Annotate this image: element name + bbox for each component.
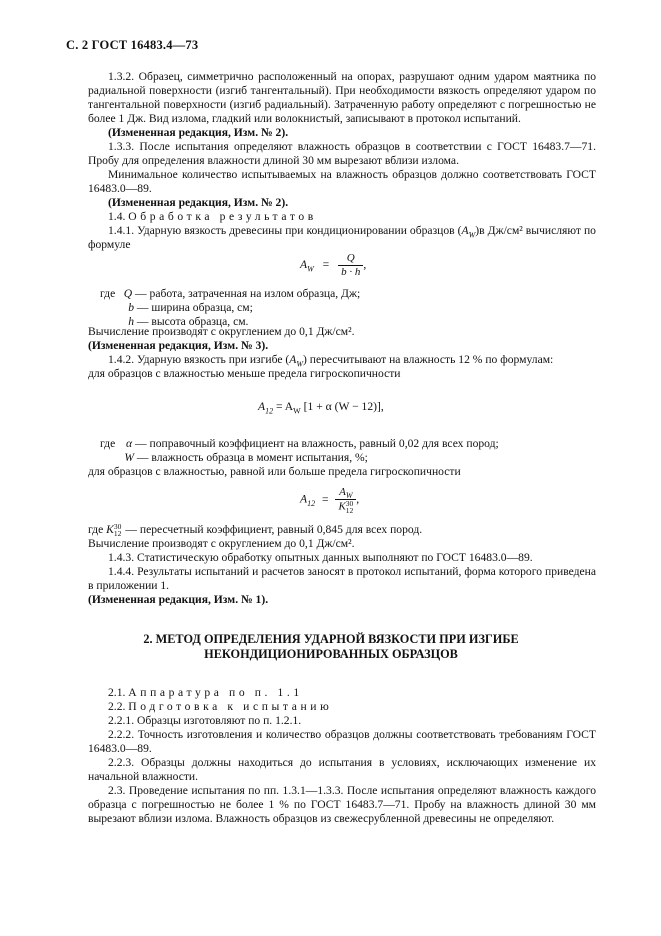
clause-2-2-2: 2.2.2. Точность изготовления и количество образцов должны соответствовать требованиям ГОСТ 16483.0—89. <box>88 728 596 755</box>
amendment-note: (Измененная редакция, Изм. № 1). <box>88 593 269 606</box>
clause-text: 1.4.1. Ударную вязкость древесины при кондиционировании образцов ( <box>108 224 462 237</box>
amendment-note: (Измененная редакция, Изм. № 3). <box>88 339 269 352</box>
where-lead: где <box>100 437 116 450</box>
where-symbol: b <box>128 301 134 314</box>
rounding-note: Вычисление производят с округлением до 0,1 Дж/см². <box>88 325 355 338</box>
condition-above: для образцов с влажностью, равной или больше предела гигроскопичности <box>88 465 461 478</box>
formula-lhs-subscript: W <box>307 264 314 274</box>
where-lead: где <box>88 523 104 536</box>
clause-1-3-3: 1.3.3. После испытания определяют влажность образцов в соответствии с ГОСТ 16483.7—71. Пробу для определения влажности длиной 30 мм вырезают вблизи излома. <box>88 140 596 167</box>
formula-mid: = A <box>273 400 294 413</box>
clause-number: 2.1. <box>108 686 126 699</box>
where-q <box>100 287 360 301</box>
fraction-denominator: b · h <box>341 266 361 278</box>
formula-lhs-subscript: 12 <box>307 498 316 508</box>
formula-lhs-subscript: 12 <box>265 406 274 416</box>
formula-equals: = <box>322 492 329 506</box>
where-lead: где <box>100 287 116 300</box>
clause-title: Аппаратура по п. 1.1 <box>128 686 303 699</box>
where-definition: — ширина образца, см; <box>136 301 253 314</box>
where-symbol: α <box>126 437 133 450</box>
clause-title: Подготовка к испытанию <box>128 700 333 713</box>
where-symbol: K <box>106 523 114 536</box>
where-definition: — поправочный коэффициент на влажность, равный 0,02 для всех пород; <box>135 437 499 450</box>
section-2-heading-line-2: НЕКОНДИЦИОНИРОВАННЫХ ОБРАЗЦОВ <box>204 647 458 661</box>
formula-rest: [1 + α (W − 12)], <box>300 400 384 413</box>
where-b <box>120 301 253 315</box>
fraction-numerator: Q <box>338 252 363 266</box>
where-alpha <box>100 437 499 451</box>
where-symbol: h <box>128 315 134 328</box>
formula-mid-subscript: W <box>293 406 301 416</box>
where-symbol: W <box>124 451 134 464</box>
clause-text: 1.4.2. Ударную вязкость при изгибе ( <box>108 353 290 366</box>
clause-1-4-2: 1.4.2. Ударную вязкость при изгибе $(A_W)$ пересчитывают на влажность 12 % по формулам: <box>108 353 554 369</box>
formula-tail: , <box>363 258 367 272</box>
formula-a12-above: $A_{12}$ = $A_W$ K30 12 , <box>300 486 360 515</box>
where-k: где K30 12 — пересчетный коэффициент, равный 0,845 для всех пород. <box>88 522 423 539</box>
clause-1-4-3: 1.4.3. Статистическую обработку опытных данных выполняют по ГОСТ 16483.0—89. <box>108 551 533 564</box>
where-definition: — высота образца, см. <box>136 315 249 328</box>
rounding-note: Вычисление производят с округлением до 0,1 Дж/см². <box>88 537 355 550</box>
formula-a12-below: $A_{12} = A_W$ [1 + α (W − 12)], <box>258 400 384 416</box>
formula-body <box>273 400 384 416</box>
formula-lhs: A <box>300 258 308 272</box>
page-header: С. 2 ГОСТ 16483.4—73 <box>66 38 199 52</box>
clause-text: ) пересчитывают на влажность 12 % по формулам: <box>303 353 554 366</box>
clause-1-4-4: 1.4.4. Результаты испытаний и расчетов заносят в протокол испытаний, форма которого приведена в приложении 1. <box>88 565 596 592</box>
clause-1-4 <box>88 210 596 224</box>
clause-1-3-2: 1.3.2. Образец, симметрично расположенный на опорах, разрушают одним ударом маятника по радиальной поверхности (изгиб тангентальный). При необходимости вязкость определяют ударом по тангентальной поверхности (изгиб радиальный). Затраченную работу определяют с погрешностью не более 1 Дж. Вид излома, гладкий или волокнистый, записывают в протокол испытаний. <box>88 70 596 125</box>
amendment-note: (Измененная редакция, Изм. № 2). <box>108 196 289 209</box>
section-2-heading-line-1: 2. МЕТОД ОПРЕДЕЛЕНИЯ УДАРНОЙ ВЯЗКОСТИ ПРИ ИЗГИБЕ <box>143 632 519 646</box>
clause-2-1 <box>88 686 596 700</box>
clause-2-2 <box>88 700 596 714</box>
clause-text: )в Дж/см² вычисляют по формуле <box>88 224 596 251</box>
clause-number: 1.4. <box>108 210 126 223</box>
clause-2-3: 2.3. Проведение испытания по пп. 1.3.1—1.3.3. После испытания определяют влажность каждого образца с погрешностью не более 1 % по ГОСТ 16483.7—71. Пробу на влажность длиной 30 мм вырезают вблизи излома. Влажность образцов из свежесрубленной древесины не определяют. <box>88 784 596 825</box>
clause-title: Обработка результатов <box>128 210 317 223</box>
clause-1-4-1: 1.4.1. Ударную вязкость древесины при кондиционировании образцов $(A_W)в$ Дж/см² вычисляют по формуле <box>88 224 596 251</box>
clause-2-2-3: 2.2.3. Образцы должны находиться до испытания в условиях, исключающих изменение их начальной влажности. <box>88 756 596 783</box>
where-symbol: Q <box>123 287 133 300</box>
formula-fraction <box>338 252 363 279</box>
where-w <box>120 451 368 465</box>
fraction-denominator: K30 12 <box>338 499 354 515</box>
condition-below: для образцов с влажностью меньше предела гигроскопичности <box>88 367 401 380</box>
formula-fraction <box>335 486 356 514</box>
clause-2-2-1: 2.2.1. Образцы изготовляют по п. 1.2.1. <box>108 714 302 727</box>
formula-equals: = <box>322 258 330 272</box>
fraction-numerator: $A_W$ <box>335 486 356 500</box>
where-definition: — пересчетный коэффициент, равный 0,845 для всех пород. <box>125 523 423 536</box>
where-definition: — работа, затраченная на излом образца, Дж; <box>135 287 361 300</box>
clause-min-count: Минимальное количество испытываемых на влажность образцов должно соответствовать ГОСТ 16483.0—89. <box>88 168 596 195</box>
amendment-note: (Измененная редакция, Изм. № 2). <box>108 126 289 139</box>
formula-aw <box>300 252 366 279</box>
formula-tail: , <box>356 492 360 506</box>
where-definition: — влажность образца в момент испытания, %; <box>136 451 368 464</box>
clause-number: 2.2. <box>108 700 126 713</box>
